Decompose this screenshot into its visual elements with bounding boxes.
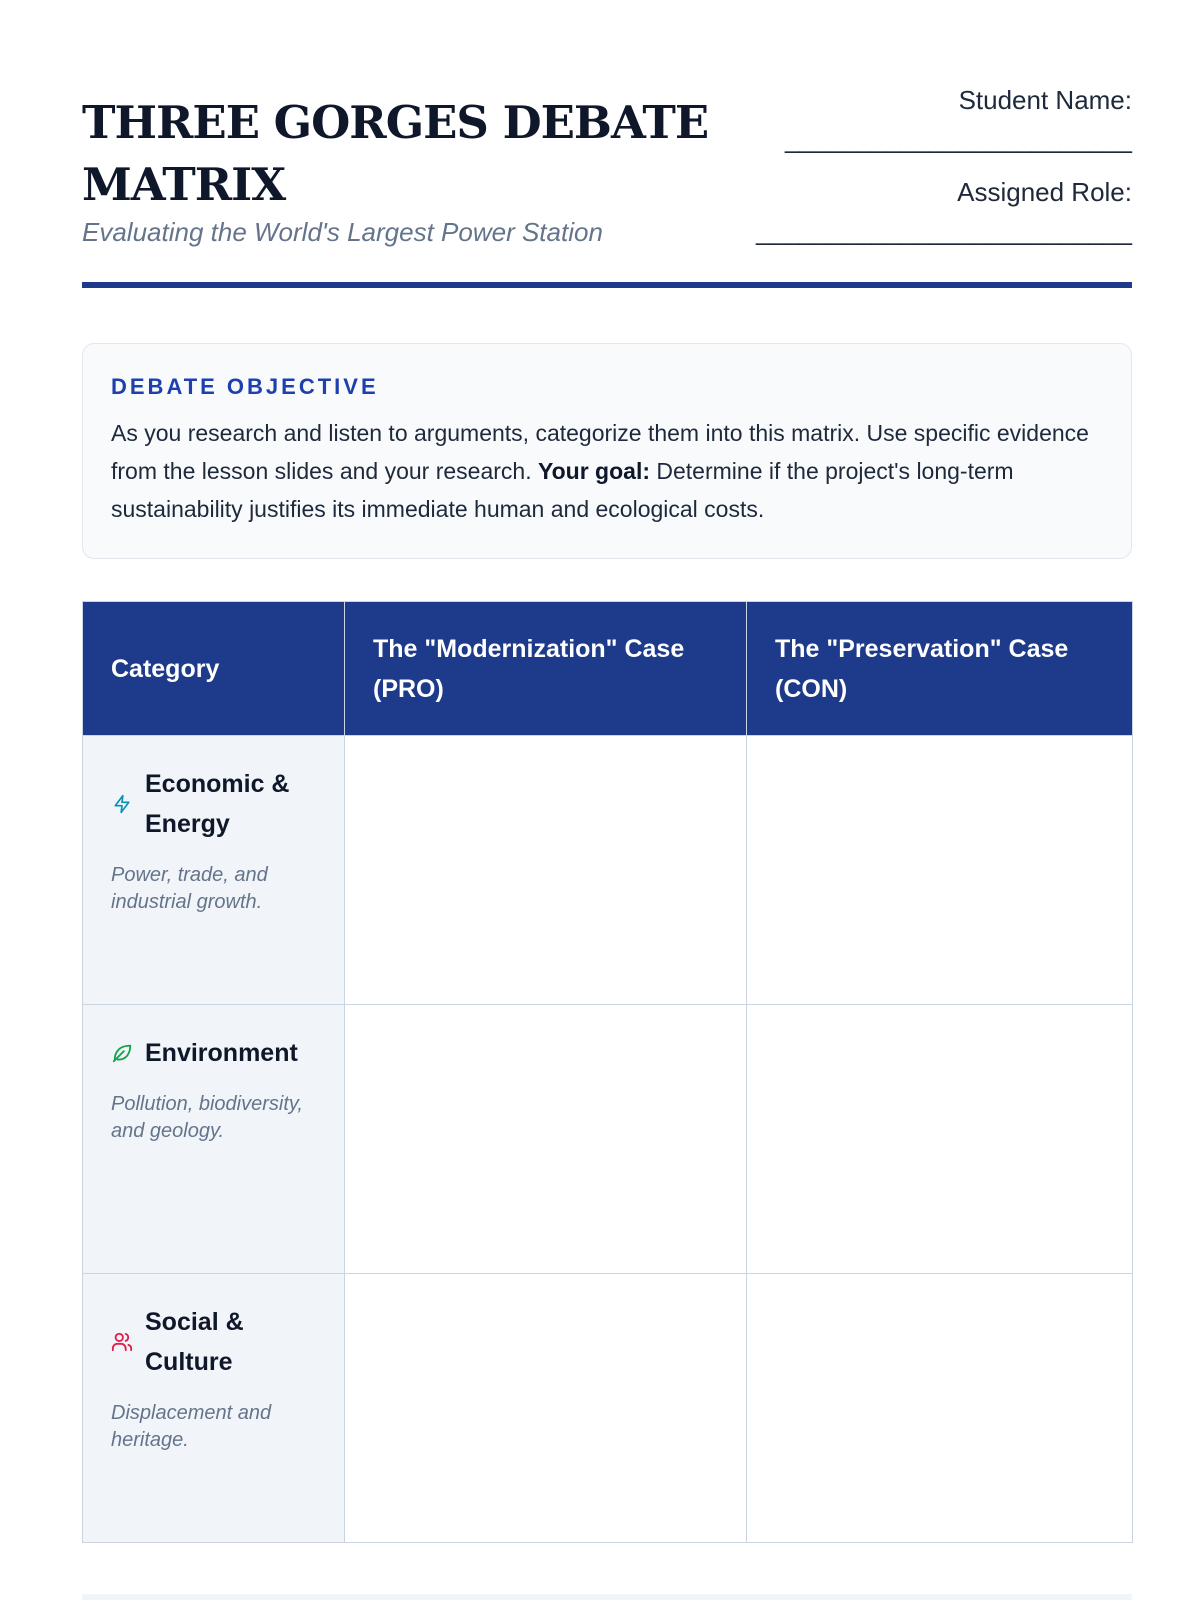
category-description: Pollution, biodiversity, and geology.	[111, 1093, 303, 1142]
category-name: Environment	[145, 1039, 298, 1067]
worksheet-header	[82, 0, 1132, 290]
student-name-label: Student Name:	[958, 85, 1132, 115]
category-name: Economic & Energy	[145, 770, 290, 838]
header-category: Category	[83, 602, 345, 736]
lightning-icon	[111, 793, 133, 815]
footer-strip	[82, 1594, 1132, 1600]
con-response-cell[interactable]	[747, 736, 1133, 1005]
objective-text	[111, 414, 1103, 528]
con-response-cell[interactable]	[747, 1274, 1133, 1543]
category-heading	[111, 764, 316, 844]
page-title: THREE GORGES DEBATE MATRIX	[82, 96, 709, 211]
student-fields	[756, 84, 1132, 268]
table-row	[83, 736, 1133, 1005]
page-subtitle: Evaluating the World's Largest Power Station	[82, 217, 603, 247]
header-pro: The "Modernization" Case (PRO)	[345, 602, 747, 736]
assigned-role-line: __________________________	[756, 216, 1132, 246]
matrix-header-row	[83, 602, 1133, 736]
student-name-line: ________________________	[784, 124, 1132, 154]
category-name: Social & Culture	[145, 1308, 244, 1376]
header-con: The "Preservation" Case (CON)	[747, 602, 1133, 736]
debate-objective-box	[82, 343, 1132, 559]
header-divider	[82, 282, 1132, 288]
pro-response-cell[interactable]	[345, 1274, 747, 1543]
category-description: Displacement and heritage.	[111, 1402, 272, 1451]
debate-matrix-table	[82, 601, 1133, 1543]
worksheet-page	[82, 0, 1132, 1451]
category-cell-economic	[83, 736, 345, 1005]
assigned-role-label: Assigned Role:	[957, 177, 1132, 207]
category-description: Power, trade, and industrial growth.	[111, 864, 268, 913]
table-row	[83, 1005, 1133, 1274]
category-heading	[111, 1302, 316, 1382]
leaf-icon	[111, 1042, 133, 1064]
objective-text-goal: Determine if the project's long-term sustainability justifies its immediate human and ecological costs.	[111, 458, 1014, 522]
objective-title: DEBATE OBJECTIVE	[111, 374, 379, 399]
objective-goal-label: Your goal:	[537, 458, 650, 484]
category-cell-social	[83, 1274, 345, 1543]
category-heading	[111, 1033, 316, 1073]
objective-text-intro: As you research and listen to arguments, categorize them into this matrix. Use specific evidence from the lesson slides and your research.	[111, 420, 1089, 484]
pro-response-cell[interactable]	[345, 736, 747, 1005]
pro-response-cell[interactable]	[345, 1005, 747, 1274]
category-cell-environment	[83, 1005, 345, 1274]
table-row	[83, 1274, 1133, 1543]
users-icon	[111, 1331, 133, 1353]
con-response-cell[interactable]	[747, 1005, 1133, 1274]
